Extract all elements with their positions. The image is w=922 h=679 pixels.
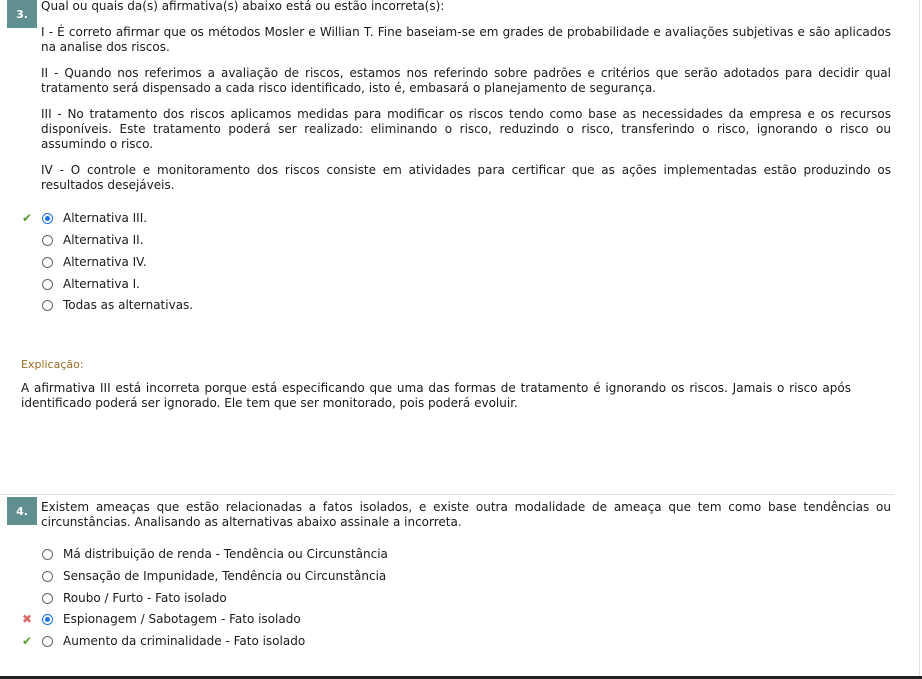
radio-button[interactable] xyxy=(42,636,53,647)
question-number-badge xyxy=(7,497,37,525)
question-text: Qual ou quais da(s) afirmativa(s) abaixo está ou estão incorreta(s): xyxy=(41,0,445,13)
question-divider xyxy=(0,494,894,495)
statement-4: IV - O controle e monitoramento dos riscos consiste em atividades para certificar que as ações implementadas estão produzindo os resultados desejáveis. xyxy=(41,163,891,192)
option-aumento-criminalidade[interactable] xyxy=(42,633,305,649)
explanation-label: Explicação: xyxy=(21,358,84,371)
radio-button[interactable] xyxy=(42,614,53,625)
radio-button[interactable] xyxy=(42,571,53,582)
question-text: Existem ameaças que estão relacionadas a fatos isolados, e existe outra modalidade de ameaça que tem como base tendências ou circunstâncias. Analisando as alternativas abaixo assinale a incorreta. xyxy=(41,500,891,529)
radio-button[interactable] xyxy=(42,213,53,224)
question-number: 4. xyxy=(16,504,28,518)
question-number-badge xyxy=(7,0,37,28)
option-espionagem[interactable] xyxy=(42,611,301,627)
option-sensacao-impunidade[interactable] xyxy=(42,568,386,584)
option-label: Alternativa IV. xyxy=(63,255,147,269)
option-label: Má distribuição de renda - Tendência ou Circunstância xyxy=(63,547,388,561)
option-alternativa-iv[interactable] xyxy=(42,254,147,270)
radio-button[interactable] xyxy=(42,300,53,311)
option-label: Espionagem / Sabotagem - Fato isolado xyxy=(63,612,301,626)
statement-1: I - É correto afirmar que os métodos Mosler e Willian T. Fine baseiam-se em grades de probabilidade e avaliações subjetivas e são aplicados na analise dos riscos. xyxy=(41,25,891,54)
check-icon: ✔ xyxy=(21,634,33,648)
option-label: Roubo / Furto - Fato isolado xyxy=(63,591,227,605)
statement-3: III - No tratamento dos riscos aplicamos medidas para modificar os riscos tendo como base as necessidades da empresa e os recursos disponíveis. Este tratamento poderá ser realizado: eliminando o risco, reduzindo o risco, transferindo o risco, ignorando o risco ou assumindo o risco. xyxy=(41,107,891,151)
option-label: Alternativa II. xyxy=(63,233,144,247)
option-label: Sensação de Impunidade, Tendência ou Circunstância xyxy=(63,569,387,583)
option-ma-distribuicao[interactable] xyxy=(42,546,388,562)
explanation-text: A afirmativa III está incorreta porque está especificando que uma das formas de tratamento é ignorando os riscos. Jamais o risco após identificado poderá ser ignorado. Ele tem que ser monitorado, pois poderá evoluir. xyxy=(21,381,851,410)
option-label: Alternativa III. xyxy=(63,211,148,225)
option-label: Todas as alternativas. xyxy=(63,298,194,312)
option-label: Alternativa I. xyxy=(63,277,140,291)
option-label: Aumento da criminalidade - Fato isolado xyxy=(63,634,306,648)
option-alternativa-iii[interactable] xyxy=(42,210,147,226)
radio-button[interactable] xyxy=(42,257,53,268)
statement-2: II - Quando nos referimos a avaliação de riscos, estamos nos referindo sobre padrões e critérios que serão adotados para decidir qual tratamento será dispensado a cada risco identificado, isto é, embasará o planejamento de segurança. xyxy=(41,66,891,95)
page-border xyxy=(919,0,920,676)
radio-button[interactable] xyxy=(42,549,53,560)
option-todas[interactable] xyxy=(42,297,193,313)
cross-icon: ✖ xyxy=(21,612,33,626)
question-number: 3. xyxy=(16,7,28,21)
option-roubo-furto[interactable] xyxy=(42,590,227,606)
option-alternativa-i[interactable] xyxy=(42,276,140,292)
radio-button[interactable] xyxy=(42,279,53,290)
radio-button[interactable] xyxy=(42,235,53,246)
radio-button[interactable] xyxy=(42,593,53,604)
check-icon: ✔ xyxy=(21,211,33,225)
option-alternativa-ii[interactable] xyxy=(42,232,144,248)
